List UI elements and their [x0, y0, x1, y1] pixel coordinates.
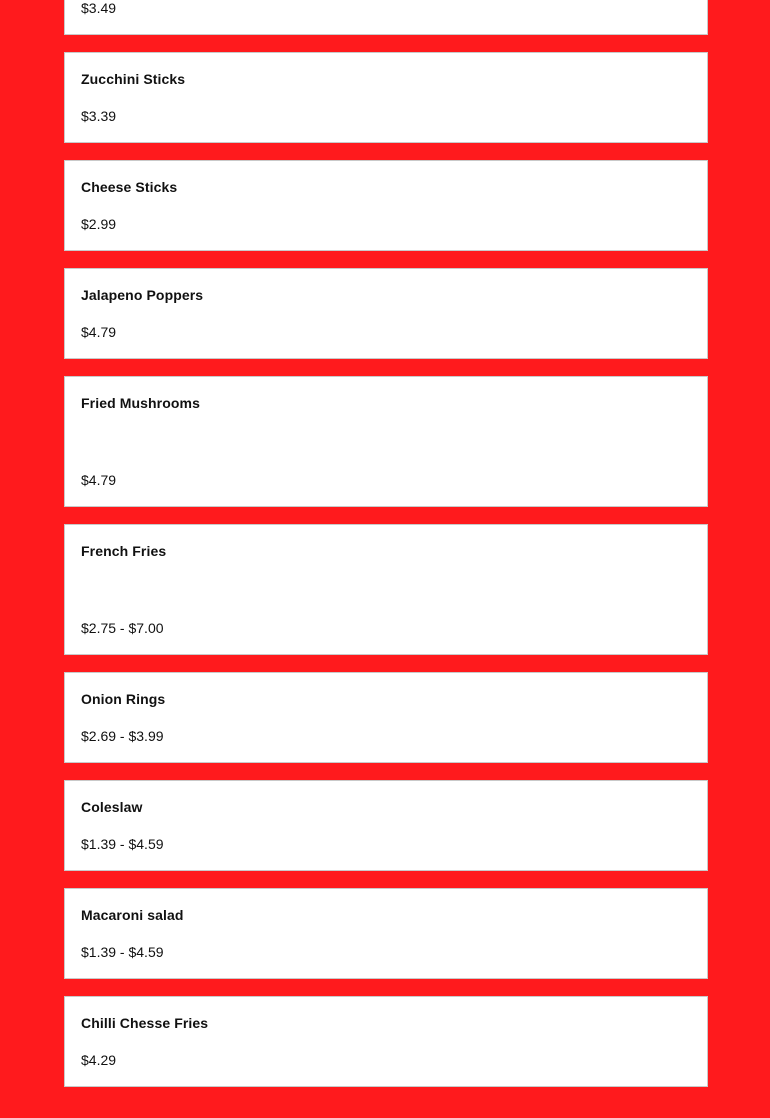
- menu-item-card[interactable]: [64, 268, 708, 359]
- menu-item-price: $4.79: [81, 472, 117, 488]
- menu-item-card[interactable]: [64, 672, 708, 763]
- menu-item-card[interactable]: [64, 0, 708, 35]
- menu-item-name: Chilli Chesse Fries: [81, 1015, 209, 1031]
- menu-item-price: $4.79: [81, 324, 117, 340]
- menu-item-name: Macaroni salad: [81, 907, 184, 923]
- menu-item-name: Zucchini Sticks: [81, 71, 186, 87]
- menu-item-price: $1.39 - $4.59: [81, 944, 164, 960]
- menu-item-price: $1.39 - $4.59: [81, 836, 164, 852]
- menu-item-card[interactable]: [64, 996, 708, 1087]
- menu-item-price: $3.39: [81, 108, 117, 124]
- menu-item-price: $4.29: [81, 1052, 117, 1068]
- menu-item-name: French Fries: [81, 543, 167, 559]
- menu-item-card[interactable]: [64, 780, 708, 871]
- menu-item-list: [64, 0, 708, 1104]
- menu-item-name: Fried Mushrooms: [81, 395, 200, 411]
- menu-item-card[interactable]: [64, 888, 708, 979]
- menu-item-price: $2.75 - $7.00: [81, 620, 164, 636]
- menu-item-name: Cheese Sticks: [81, 179, 178, 195]
- menu-item-name: Coleslaw: [81, 799, 143, 815]
- menu-item-card[interactable]: [64, 524, 708, 655]
- menu-item-price: $2.99: [81, 216, 117, 232]
- menu-item-price: $3.49: [81, 0, 117, 16]
- menu-item-price: $2.69 - $3.99: [81, 728, 164, 744]
- menu-item-card[interactable]: [64, 52, 708, 143]
- menu-item-name: Jalapeno Poppers: [81, 287, 204, 303]
- menu-item-card[interactable]: [64, 160, 708, 251]
- menu-item-name: Onion Rings: [81, 691, 166, 707]
- menu-item-card[interactable]: [64, 376, 708, 507]
